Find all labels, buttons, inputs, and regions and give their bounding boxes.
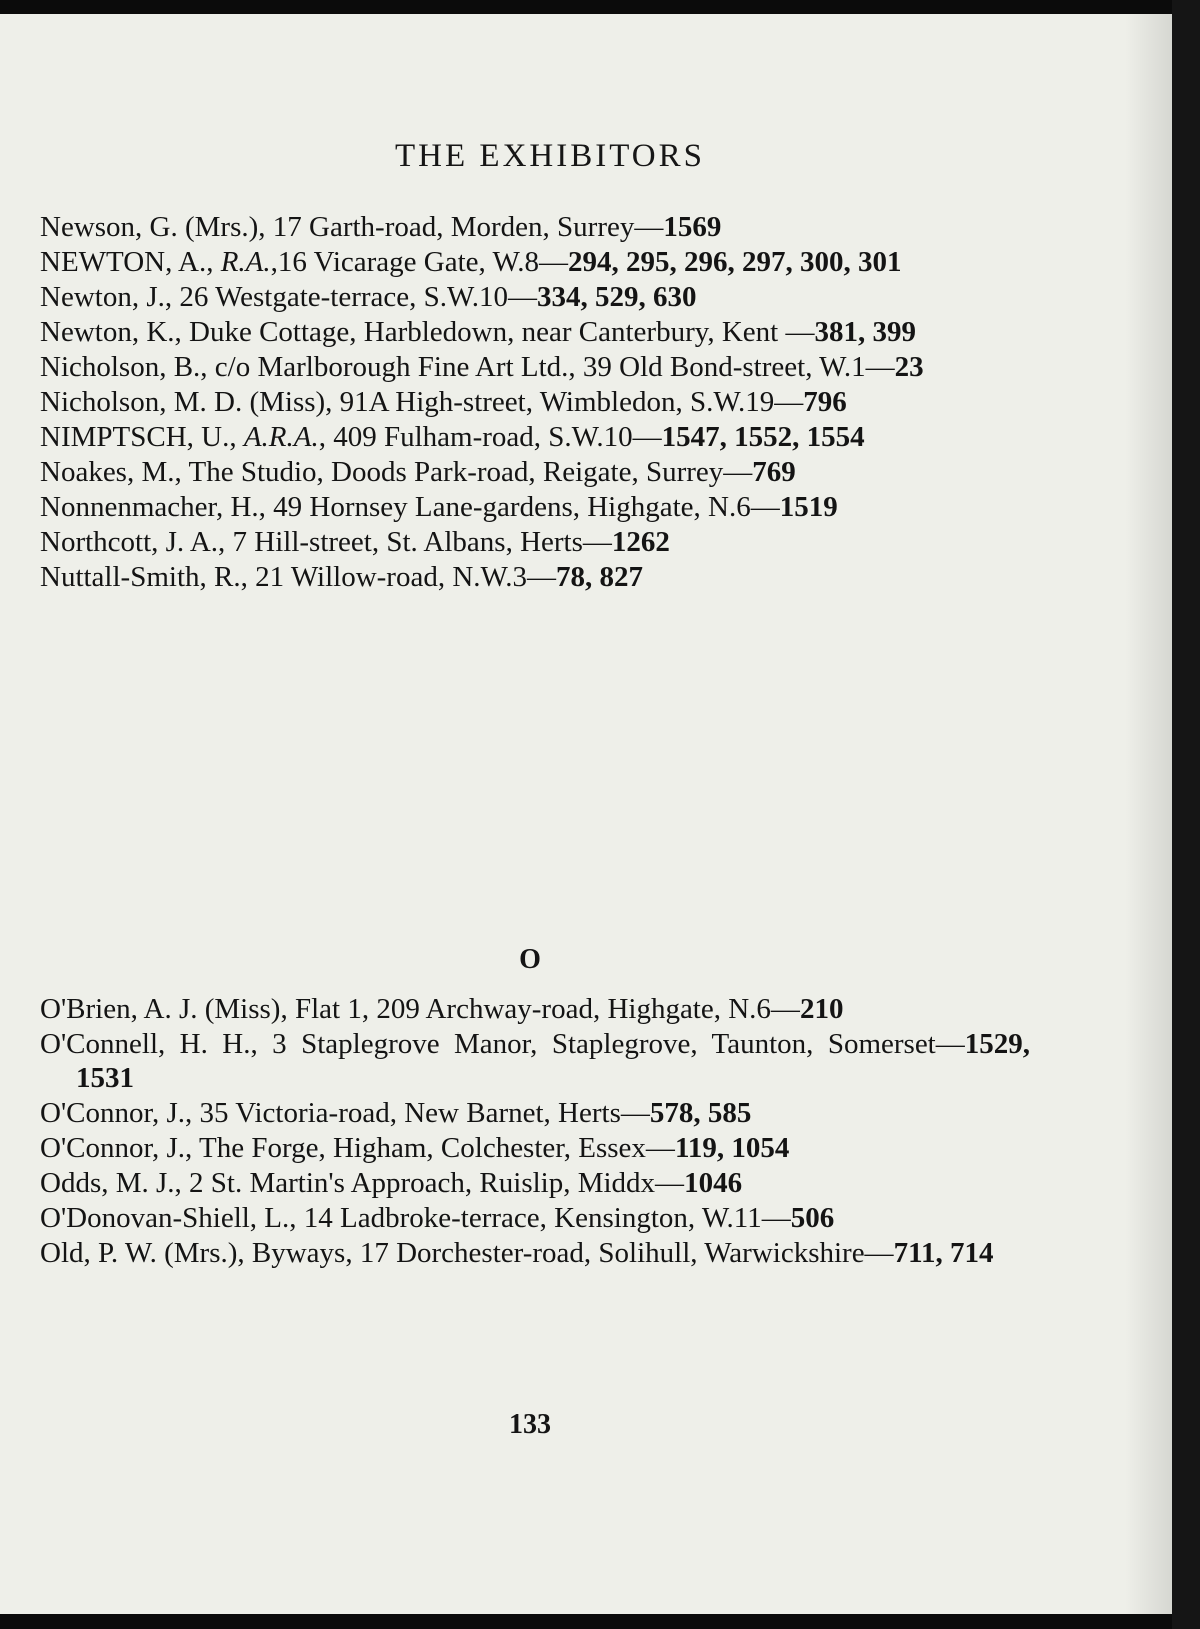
page-title: THE EXHIBITORS	[395, 138, 705, 174]
exhibitor-entry: Northcott, J. A., 7 Hill-street, St. Albans, Herts—1262	[40, 526, 670, 558]
exhibitor-entry: O'Connor, J., The Forge, Higham, Colchester, Essex—119, 1054	[40, 1132, 790, 1164]
exhibitor-entry: O'Brien, A. J. (Miss), Flat 1, 209 Archway-road, Highgate, N.6—210	[40, 993, 844, 1025]
book-page	[0, 14, 1172, 1614]
section-heading-o: O	[519, 944, 541, 975]
exhibitor-entry: Nicholson, B., c/o Marlborough Fine Art Ltd., 39 Old Bond-street, W.1—23	[40, 351, 924, 383]
exhibitor-entry: Nuttall-Smith, R., 21 Willow-road, N.W.3—78, 827	[40, 561, 643, 593]
page-number: 133	[509, 1409, 551, 1440]
exhibitor-entry: Newton, J., 26 Westgate-terrace, S.W.10—334, 529, 630	[40, 281, 697, 313]
exhibitor-list-n	[40, 210, 1030, 595]
page-edge-shadow	[1172, 0, 1200, 1629]
exhibitor-entry: Noakes, M., The Studio, Doods Park-road, Reigate, Surrey—769	[40, 456, 796, 488]
exhibitor-entry: Newson, G. (Mrs.), 17 Garth-road, Morden, Surrey—1569	[40, 211, 722, 243]
exhibitor-entry: NIMPTSCH, U., A.R.A., 409 Fulham-road, S.W.10—1547, 1552, 1554	[40, 421, 865, 453]
exhibitor-entry: NEWTON, A., R.A.,16 Vicarage Gate, W.8—294, 295, 296, 297, 300, 301	[40, 246, 902, 278]
exhibitor-entry: O'Connell, H. H., 3 Staplegrove Manor, Staplegrove, Taunton, Somerset—1529, 1531	[40, 1028, 1030, 1094]
exhibitor-entry: Nonnenmacher, H., 49 Hornsey Lane-gardens, Highgate, N.6—1519	[40, 491, 838, 523]
exhibitor-list-o	[40, 992, 1030, 1271]
exhibitor-entry: Newton, K., Duke Cottage, Harbledown, near Canterbury, Kent —381, 399	[40, 316, 916, 348]
exhibitor-entry: Odds, M. J., 2 St. Martin's Approach, Ruislip, Middx—1046	[40, 1167, 743, 1199]
exhibitor-entry: O'Connor, J., 35 Victoria-road, New Barnet, Herts—578, 585	[40, 1097, 752, 1129]
exhibitor-entry: O'Donovan-Shiell, L., 14 Ladbroke-terrace, Kensington, W.11—506	[40, 1202, 835, 1234]
exhibitor-entry: Old, P. W. (Mrs.), Byways, 17 Dorchester-road, Solihull, Warwickshire—711, 714	[40, 1237, 994, 1269]
exhibitor-entry: Nicholson, M. D. (Miss), 91A High-street, Wimbledon, S.W.19—796	[40, 386, 847, 418]
